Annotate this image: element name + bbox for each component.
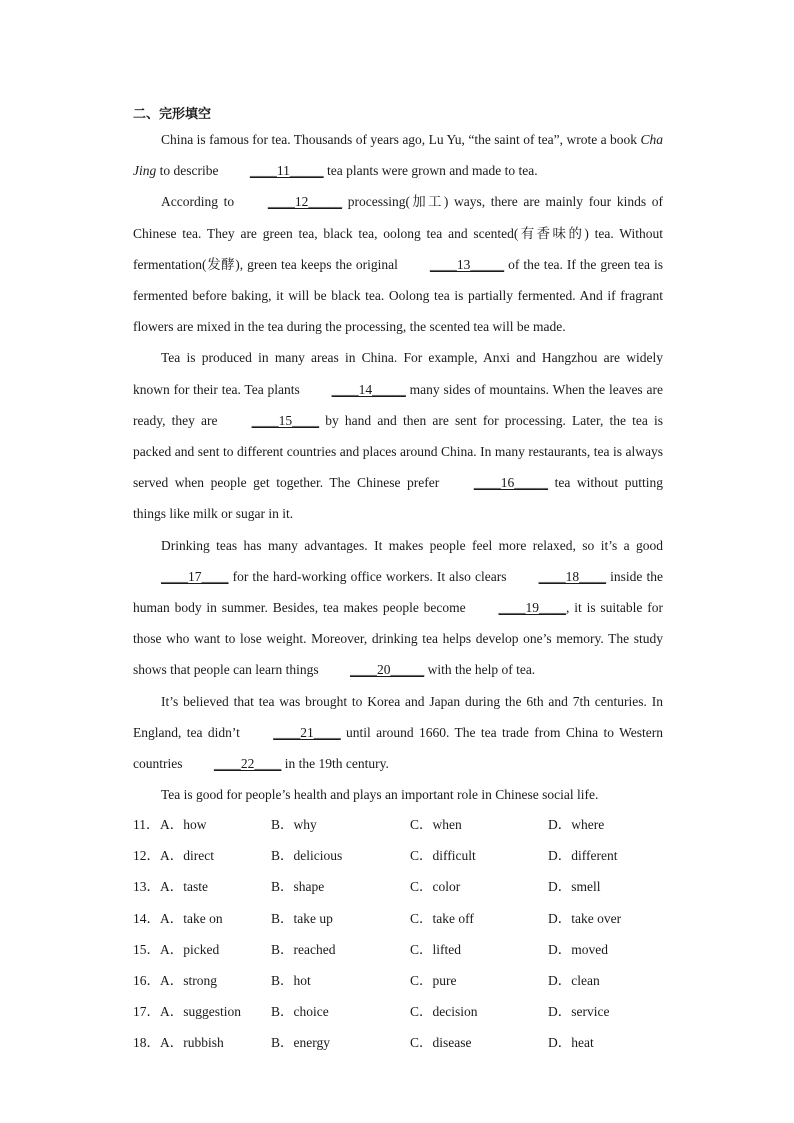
option-d: D．heat — [548, 1035, 594, 1051]
question-row-11 — [133, 809, 673, 840]
option-c: C．color — [410, 879, 461, 895]
question-row-17 — [133, 996, 673, 1027]
blank-22: ____22____ — [213, 756, 282, 772]
option-b: B．why — [271, 817, 317, 832]
question-row-15 — [133, 934, 673, 965]
option-c: C．pure — [410, 972, 457, 988]
paragraph-2: According to ____12_____ processing(加工) ways, there are mainly four kinds of Chinese tea. They are green tea, black tea, oolong tea and scented(有香味的) tea. Without fermentation(发酵), green tea keeps the original ____13_____ of the tea. If the green tea is fermented before baking, it will be black tea. Oolong tea is partially fermented. And if fragrant flowers are mixed in the tea during the processing, the scented tea will be made. — [133, 186, 663, 342]
blank-16: ____16_____ — [473, 475, 549, 491]
question-number: 17． — [133, 1004, 160, 1020]
question-number: 14． — [133, 910, 160, 926]
paragraph-6: Tea is good for people’s health and plays an important role in Chinese social life. — [161, 787, 599, 803]
paragraph-4: Drinking teas has many advantages. It makes people feel more relaxed, so it’s a good ____17____ for the hard-working office workers. It also clears ____18____ inside the human body in summer. Besides, tea makes people become ____19____, it is suitable for those who want to lose weight. Moreover, drinking tea helps develop one’s memory. The study shows that people can learn things ____20_____ with the help of tea. — [133, 530, 663, 686]
blank-13: ____13_____ — [429, 256, 505, 272]
paragraph-1: China is famous for tea. Thousands of years ago, Lu Yu, “the saint of tea”, wrote a book Cha Jing to describe ____11_____ tea plants were grown and made to tea. — [133, 124, 663, 186]
option-a: A．direct — [160, 848, 214, 864]
option-d: D．smell — [548, 879, 601, 895]
option-d: D．clean — [548, 972, 600, 988]
option-d: D．where — [548, 817, 605, 832]
blank-14: ____14_____ — [331, 381, 406, 397]
option-a: A．strong — [160, 972, 217, 988]
blank-18: ____18____ — [538, 568, 607, 584]
question-number: 12． — [133, 848, 160, 864]
question-row-14 — [133, 903, 673, 934]
question-number: 11． — [133, 817, 160, 832]
question-row-13 — [133, 871, 673, 902]
blank-15: ____15____ — [251, 412, 320, 428]
paragraph-3: Tea is produced in many areas in China. For example, Anxi and Hangzhou are widely known for their tea. Tea plants ____14_____ many sides of mountains. When the leaves are ready, they are ____15____ by hand and then are sent for processing. Later, the tea is packed and sent to different countries and places around China. In many restaurants, tea is always served when people get together. The Chinese prefer ____16_____ tea without putting things like milk or sugar in it. — [133, 350, 663, 522]
option-b: B．choice — [271, 1004, 329, 1020]
cloze-passage — [133, 124, 663, 810]
blank-20: ____20_____ — [349, 662, 425, 678]
option-c: C．take off — [410, 910, 474, 926]
paragraph-5: It’s believed that tea was brought to Korea and Japan during the 6th and 7th centuries. In England, tea didn’t ____21____ until around 1660. The tea trade from China to Western countries ____22____ in the 19th century. — [133, 686, 663, 780]
option-b: B．hot — [271, 972, 311, 988]
option-b: B．take up — [271, 910, 333, 926]
section-title: 二、完形填空 — [133, 107, 212, 122]
option-c: C．when — [410, 817, 462, 832]
question-number: 13． — [133, 879, 160, 895]
blank-19: ____19____ — [498, 600, 567, 616]
option-a: A．taste — [160, 879, 208, 895]
blank-17: ____17____ — [161, 568, 229, 584]
option-c: C．lifted — [410, 941, 461, 957]
question-number: 18． — [133, 1035, 160, 1051]
option-d: D．service — [548, 1004, 610, 1020]
blank-12: ____12_____ — [267, 194, 343, 210]
option-b: B．delicious — [271, 848, 343, 864]
blank-11: ____11_____ — [249, 163, 324, 179]
question-row-12 — [133, 840, 673, 871]
option-a: A．rubbish — [160, 1035, 224, 1051]
option-a: A．take on — [160, 910, 223, 926]
book-title: Cha Jing — [133, 132, 663, 179]
option-d: D．take over — [548, 910, 622, 926]
option-a: A．suggestion — [160, 1004, 241, 1020]
option-c: C．difficult — [410, 848, 476, 864]
answer-options — [133, 809, 673, 1059]
question-row-18 — [133, 1027, 673, 1058]
question-row-16 — [133, 965, 673, 996]
option-c: C．decision — [410, 1004, 478, 1020]
option-b: B．shape — [271, 879, 325, 895]
option-b: B．reached — [271, 941, 336, 957]
option-c: C．disease — [410, 1035, 472, 1051]
question-number: 16． — [133, 972, 160, 988]
option-d: D．different — [548, 848, 618, 864]
option-b: B．energy — [271, 1035, 330, 1051]
option-a: A．picked — [160, 941, 220, 957]
option-a: A．how — [160, 817, 207, 832]
question-number: 15． — [133, 941, 160, 957]
option-d: D．moved — [548, 941, 608, 957]
blank-21: ____21____ — [273, 724, 341, 740]
